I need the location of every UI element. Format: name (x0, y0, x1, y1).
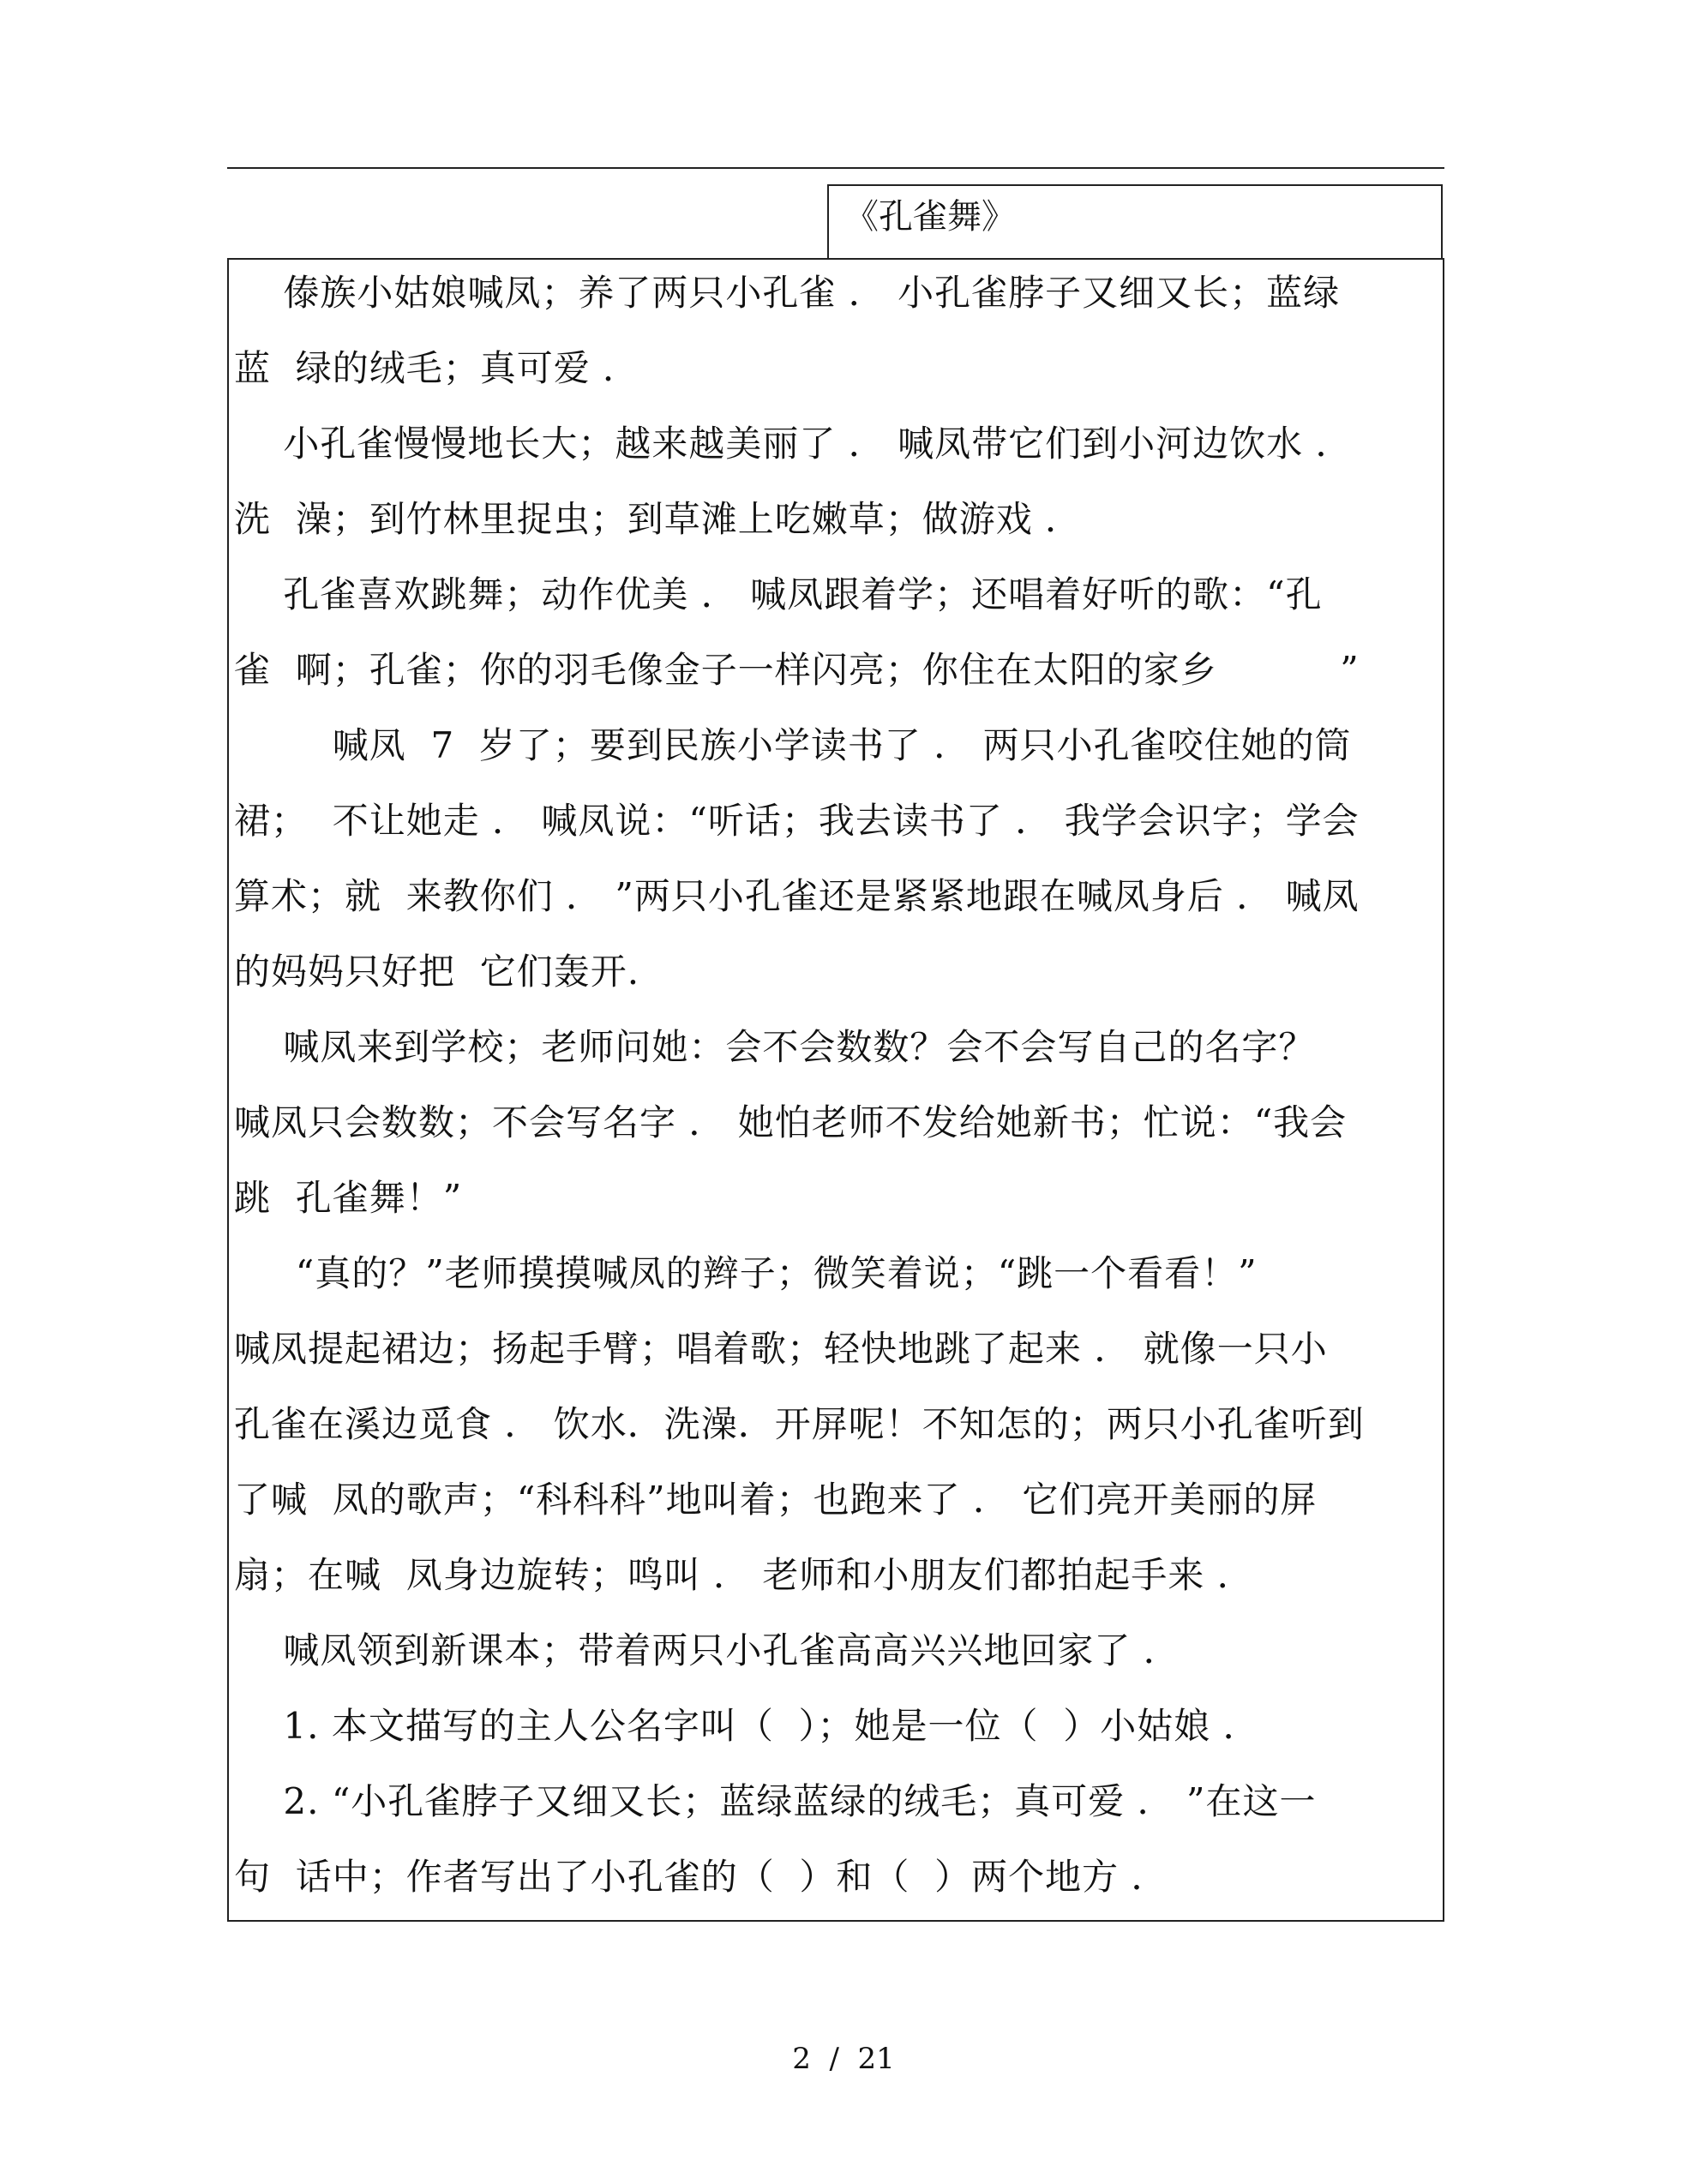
text-line: 了喊 凤的歌声；“科科科”地叫着；也跑来了 ． 它们亮开美丽的屏 (234, 1479, 1318, 1521)
text-line: 的妈妈只好把 它们轰开. (234, 951, 640, 993)
document-title: 《孔雀舞》 (844, 197, 1016, 237)
page-number: 2 / 21 (792, 2042, 895, 2076)
text-line: 孔雀喜欢跳舞；动作优美 ． 喊凤跟着学；还唱着好听的歌：“孔 (234, 573, 1323, 615)
text-line: 裙； 不让她走 ． 喊凤说：“听话；我去读书了 ． 我学会识字；学会 (234, 800, 1360, 842)
text-line: 算术；就 来教你们 ． ”两只小孔雀还是紧紧地跟在喊凤身后 ． 喊凤 (234, 875, 1360, 917)
text-line: 傣族小姑娘喊凤；养了两只小孔雀 ． 小孔雀脖子又细又长；蓝绿 (234, 272, 1341, 314)
text-line: 小孔雀慢慢地长大；越来越美丽了 ． 喊凤带它们到小河边饮水 ． (234, 423, 1353, 465)
text-line: “真的？”老师摸摸喊凤的辫子；微笑着说；“跳一个看看！” (234, 1252, 1258, 1294)
text-line: 喊凤提起裙边；扬起手臂；唱着歌；轻快地跳了起来 ． 就像一只小 (234, 1328, 1328, 1370)
text-line: 扇；在喊 凤身边旋转；鸣叫 ． 老师和小朋友们都拍起手来 ． (234, 1554, 1254, 1596)
text-line: 喊凤来到学校；老师问她：会不会数数？会不会写自己的名字？ (234, 1026, 1316, 1068)
question-line: 2. “小孔雀脖子又细又长；蓝绿蓝绿的绒毛；真可爱 ． ”在这一 (234, 1780, 1317, 1822)
title-cell (827, 184, 1443, 258)
text-line: 孔雀在溪边觅食 ． 饮水．洗澡．开屏呢！不知怎的；两只小孔雀听到 (234, 1403, 1365, 1445)
question-line: 句 话中；作者写出了小孔雀的（ ）和（ ）两个地方 ． (234, 1856, 1168, 1898)
text-line: 喊凤领到新课本；带着两只小孔雀高高兴兴地回家了 ． (234, 1629, 1180, 1671)
text-line: 跳 孔雀舞！” (234, 1177, 463, 1219)
text-line: 喊凤 7 岁了；要到民族小学读书了 ． 两只小孔雀咬住她的筒 (234, 724, 1352, 766)
text-line: 洗 澡；到竹林里捉虫；到草滩上吃嫩草；做游戏 ． (234, 498, 1083, 540)
text-line: 蓝 绿的绒毛；真可爱 ． (234, 347, 640, 389)
text-line: 喊凤只会数数；不会写名字 ． 她怕老师不发给她新书；忙说：“我会 (234, 1101, 1348, 1143)
question-line: 1. 本文描写的主人公名字叫（ ）；她是一位（ ）小姑娘 ． (234, 1705, 1260, 1747)
header-rule (227, 167, 1444, 169)
text-line: 雀 啊；孔雀；你的羽毛像金子一样闪亮；你住在太阳的家乡 ” (234, 649, 1360, 691)
content-cell (227, 258, 1444, 1922)
